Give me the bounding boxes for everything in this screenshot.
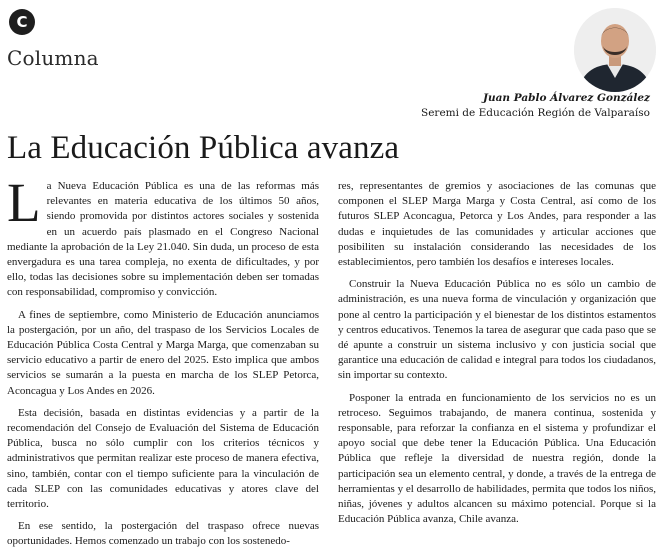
article-column-2 bbox=[338, 179, 656, 534]
author-portrait-icon bbox=[574, 8, 656, 92]
column-badge-letter: C bbox=[16, 13, 28, 31]
author-block bbox=[421, 91, 650, 121]
column-badge bbox=[9, 9, 35, 35]
paragraph: Posponer la entrada en funcionamiento de los servicios no es un retroceso. Seguimos trabajando, de manera continua, sostenida y responsable, para reforzar la confianza en el sistema y profundizar el apoyo social que debe tener la Educación Pública. Una Educación Pública que refleje la diversidad de nuestra región, donde la participación sea un elemento central, y donde, a través de la entrega de herramientas y el desarrollo de habilidades, permita que todos los niños, niñas, jóvenes y adultos alcancen su máximo potencial. Porque si la Educación Pública avanza, Chile avanza. bbox=[338, 391, 656, 526]
headline: La Educación Pública avanza bbox=[7, 130, 400, 166]
paragraph: Construir la Nueva Educación Pública no es sólo un cambio de administración, es una nueva forma de vinculación y organización que pone al centro la participación y el bienestar de los distintos estamentos y centros educativos. Tenemos la tarea de asegurar que cada paso que se dé apunte a construir un sistema inclusivo y con justicia social que garantice una educación de calidad e integral para todos los ciudadanos, sin importar su contexto. bbox=[338, 278, 656, 382]
author-photo bbox=[574, 8, 656, 92]
author-role: Seremi de Educación Región de Valparaíso bbox=[421, 107, 650, 119]
section-label: Columna bbox=[7, 46, 99, 70]
paragraph: A fines de septiembre, como Ministerio de Educación anunciamos la postergación, por un año, del traspaso de los Servicios Locales de Educación Pública Costa Central y Marga Marga, que comenzaban su servicio educativo a partir de enero del 2025. Esto implica que ambos servicios se sumarán a la puesta en marcha de los SLEP Petorca, Aconcagua y Los Andes en 2026. bbox=[7, 308, 319, 397]
paragraph: La Nueva Educación Pública es una de las reformas más relevantes en materia educativa de los últimos 50 años, siendo promovida por distintos actores sociales y sostenida en un acuerdo país plasmado en el Congreso Nacional mediante la aprobación de la Ley 21.040. Sin duda, un proceso de esta envergadura es una tarea compleja, no exenta de dificultades, y por ello, todas las decisiones sobre su implementación deben ser tomadas con responsabilidad, compromiso y convicción. bbox=[7, 172, 319, 299]
author-name: Juan Pablo Álvarez González bbox=[483, 92, 650, 104]
paragraph: Esta decisión, basada en distintas evidencias y a partir de la recomendación del Consejo de Evaluación del Sistema de Educación Pública, busca no sólo cumplir con los criterios técnicos y administrativos que permitan realizar este proceso de manera efectiva, sino, también, contar con el tiempo suficiente para la vinculación de cada SLEP con las comunidades educativas y atores clave del territorio. bbox=[7, 406, 319, 511]
drop-cap: L bbox=[7, 172, 41, 233]
article-column-1 bbox=[7, 172, 319, 557]
paragraph: res, representantes de gremios y asociaciones de las comunas que componen el SLEP Marga Marga y Costa Central, así como de los futuros SLEP Aconcagua, Petorca y Los Andes, para responder a las dudas e inquietudes de las comunidades y articular acciones que posibiliten su instalación considerando las necesidades de los establecimientos, pero también los desafíos e intereses locales. bbox=[338, 180, 656, 269]
paragraph: En ese sentido, la postergación del traspaso ofrece nuevas oportunidades. Hemos comenzado un trabajo con los sostenedo- bbox=[7, 520, 319, 548]
